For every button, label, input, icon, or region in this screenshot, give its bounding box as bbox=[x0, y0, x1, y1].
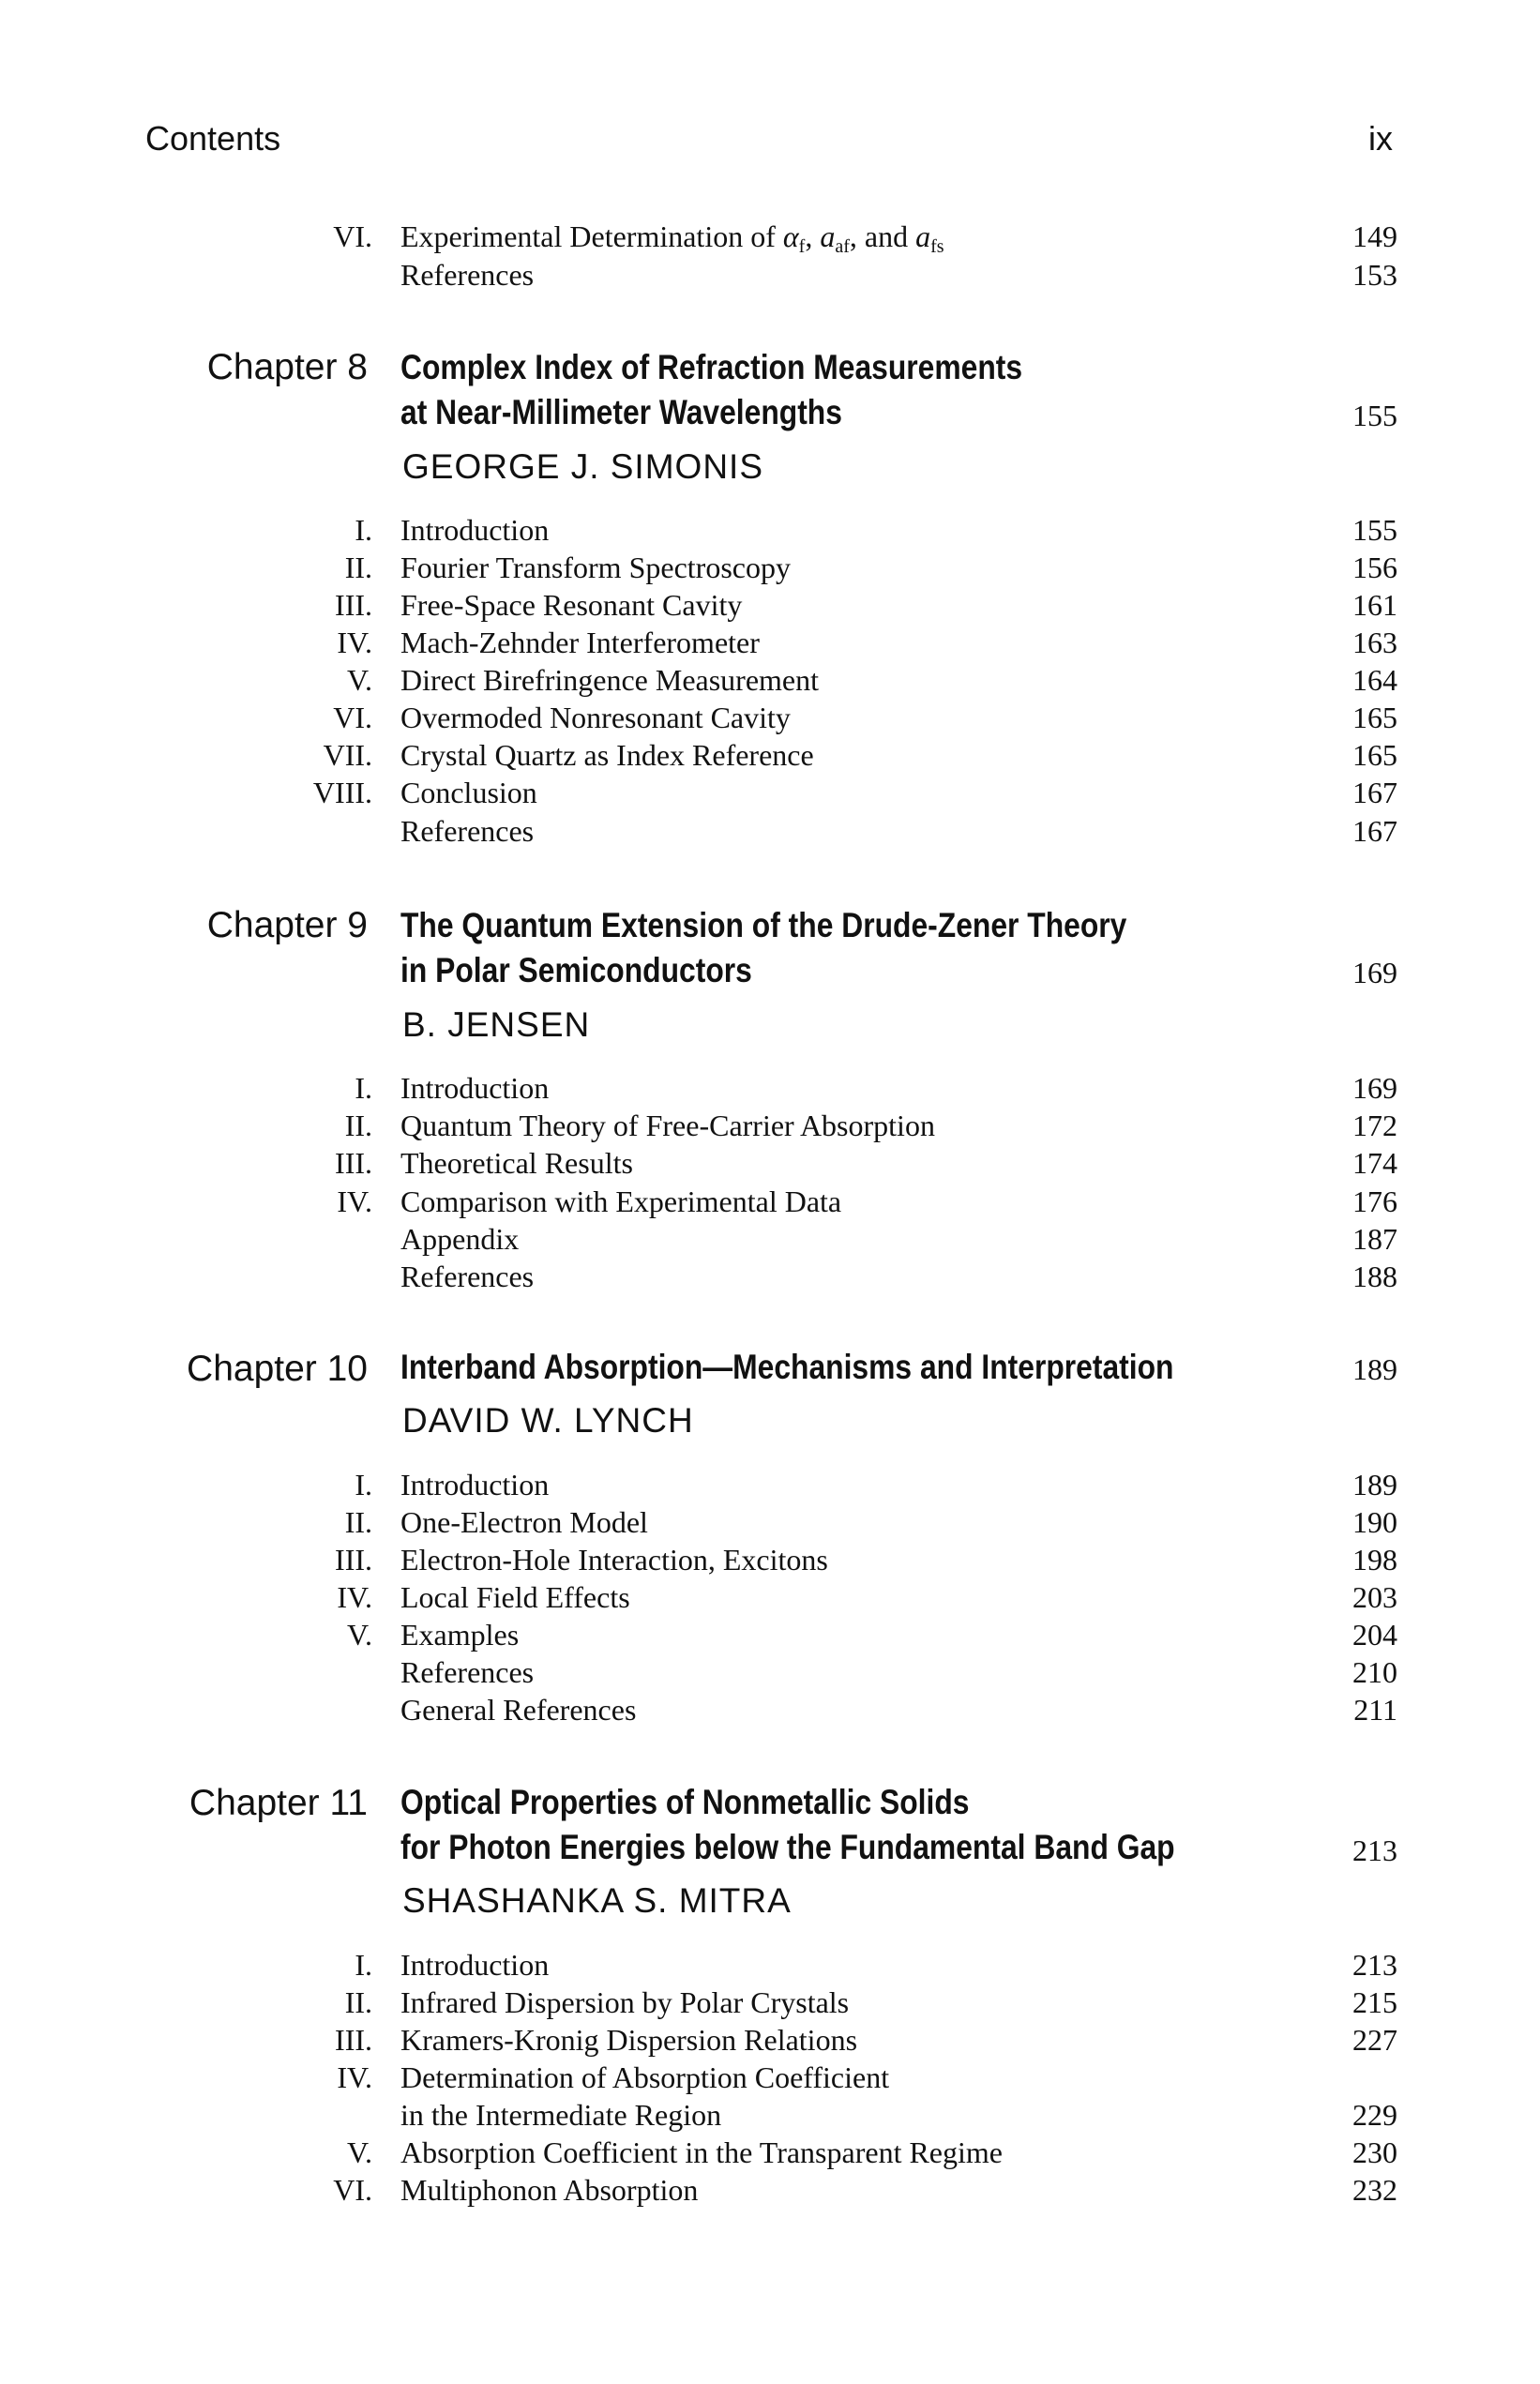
toc-entry[interactable] bbox=[0, 2171, 1540, 2209]
section-page: 172 bbox=[1352, 1109, 1397, 1142]
toc-entry[interactable] bbox=[0, 2021, 1540, 2059]
section-title: Appendix bbox=[400, 1222, 520, 1256]
chapter-author: GEORGE J. SIMONIS bbox=[402, 447, 763, 486]
toc-entry[interactable] bbox=[0, 1220, 1540, 1258]
section-page: 155 bbox=[1352, 513, 1397, 547]
chapter-title-line[interactable]: Interband Absorption—Mechanisms and Interpretation bbox=[400, 1348, 1174, 1386]
section-page: 229 bbox=[1352, 2098, 1397, 2132]
toc-entry[interactable] bbox=[0, 812, 1540, 850]
toc-entry[interactable] bbox=[0, 1069, 1540, 1107]
toc-entry[interactable] bbox=[0, 1691, 1540, 1728]
section-title: Local Field Effects bbox=[400, 1580, 630, 1614]
toc-entry[interactable] bbox=[0, 1183, 1540, 1220]
section-page: 174 bbox=[1352, 1146, 1397, 1180]
section-page: 176 bbox=[1352, 1184, 1397, 1218]
section-page: 204 bbox=[1352, 1618, 1397, 1652]
chapter-author: B. JENSEN bbox=[402, 1005, 591, 1044]
section-title: Electron-Hole Interaction, Excitons bbox=[400, 1543, 828, 1577]
section-page: 153 bbox=[1352, 258, 1397, 292]
running-head-title: Contents bbox=[145, 119, 281, 158]
section-number: V. bbox=[347, 2135, 372, 2169]
section-title: Theoretical Results bbox=[400, 1146, 633, 1180]
toc-entry[interactable] bbox=[0, 1653, 1540, 1691]
section-number: IV. bbox=[337, 1580, 372, 1614]
section-number: II. bbox=[344, 1505, 372, 1539]
chapter-author: DAVID W. LYNCH bbox=[402, 1401, 694, 1440]
section-number: III. bbox=[335, 588, 372, 622]
section-page: 227 bbox=[1352, 2023, 1397, 2057]
section-number: I. bbox=[355, 513, 372, 547]
section-page: 230 bbox=[1352, 2135, 1397, 2169]
section-page: 210 bbox=[1352, 1655, 1397, 1689]
chapter-author: SHASHANKA S. MITRA bbox=[402, 1881, 792, 1920]
section-number: II. bbox=[344, 551, 372, 584]
chapter-label: Chapter 9 bbox=[206, 905, 368, 945]
section-title: Introduction bbox=[400, 1948, 550, 1982]
section-page: 163 bbox=[1352, 626, 1397, 659]
section-number: IV. bbox=[337, 2060, 372, 2094]
chapter-title-line[interactable]: The Quantum Extension of the Drude-Zener Theory bbox=[400, 906, 1127, 944]
chapter-label: Chapter 10 bbox=[187, 1349, 368, 1389]
section-number: III. bbox=[335, 2023, 372, 2057]
running-head bbox=[145, 120, 1393, 158]
chapter-page: 155 bbox=[1352, 399, 1397, 432]
toc-entry[interactable] bbox=[0, 774, 1540, 811]
section-page: 167 bbox=[1352, 814, 1397, 848]
section-number: I. bbox=[355, 1071, 372, 1105]
section-title: References bbox=[400, 258, 535, 292]
toc-entry[interactable] bbox=[0, 1144, 1540, 1182]
section-page: 161 bbox=[1352, 588, 1397, 622]
section-title: Introduction bbox=[400, 1071, 550, 1105]
toc-entry[interactable] bbox=[0, 1258, 1540, 1295]
section-page: 211 bbox=[1353, 1693, 1397, 1727]
chapter-title-line[interactable]: for Photon Energies below the Fundamental Band Gap bbox=[400, 1828, 1175, 1866]
section-title: Infrared Dispersion by Polar Crystals bbox=[400, 1985, 850, 2019]
section-title: Conclusion bbox=[400, 776, 537, 809]
section-page: 188 bbox=[1352, 1260, 1397, 1293]
chapter-title-line[interactable]: in Polar Semiconductors bbox=[400, 951, 752, 989]
section-number: V. bbox=[347, 1618, 372, 1652]
section-page: 198 bbox=[1352, 1543, 1397, 1577]
section-title: Quantum Theory of Free-Carrier Absorption bbox=[400, 1109, 935, 1142]
section-title: Kramers-Kronig Dispersion Relations bbox=[400, 2023, 858, 2057]
chapter-title-line[interactable]: Optical Properties of Nonmetallic Solids bbox=[400, 1783, 970, 1821]
section-page: 232 bbox=[1352, 2173, 1397, 2207]
section-number: V. bbox=[347, 663, 372, 697]
section-number: II. bbox=[344, 1985, 372, 2019]
section-page: 203 bbox=[1352, 1580, 1397, 1614]
section-title: Examples bbox=[400, 1618, 520, 1652]
section-number: III. bbox=[335, 1543, 372, 1577]
toc-entry[interactable] bbox=[0, 624, 1540, 661]
toc-entry[interactable] bbox=[0, 1503, 1540, 1541]
section-page: 187 bbox=[1352, 1222, 1397, 1256]
section-number: VIII. bbox=[312, 776, 372, 809]
section-page: 156 bbox=[1352, 551, 1397, 584]
section-title: Mach-Zehnder Interferometer bbox=[400, 626, 760, 659]
toc-entry[interactable] bbox=[0, 2059, 1540, 2096]
toc-entry[interactable] bbox=[0, 1466, 1540, 1503]
section-title: Comparison with Experimental Data bbox=[400, 1184, 842, 1218]
toc-entry[interactable] bbox=[0, 1107, 1540, 1144]
section-page: 164 bbox=[1352, 663, 1397, 697]
section-title: References bbox=[400, 814, 535, 848]
section-number: IV. bbox=[337, 1184, 372, 1218]
section-title: References bbox=[400, 1655, 535, 1689]
section-page: 167 bbox=[1352, 776, 1397, 809]
toc-entry[interactable] bbox=[0, 661, 1540, 699]
section-title: Introduction bbox=[400, 1468, 550, 1501]
section-number: VI. bbox=[333, 2173, 372, 2207]
section-title: Crystal Quartz as Index Reference bbox=[400, 738, 814, 772]
section-title: Fourier Transform Spectroscopy bbox=[400, 551, 791, 584]
section-title: General References bbox=[400, 1693, 637, 1727]
toc-entry[interactable] bbox=[0, 736, 1540, 774]
toc-entry[interactable] bbox=[0, 1946, 1540, 1984]
toc-entry[interactable] bbox=[0, 586, 1540, 624]
section-title: Free-Space Resonant Cavity bbox=[400, 588, 743, 622]
section-title: Determination of Absorption Coefficient bbox=[400, 2060, 890, 2094]
section-number: I. bbox=[355, 1468, 372, 1501]
chapter-page: 189 bbox=[1352, 1352, 1397, 1386]
chapter-page: 169 bbox=[1352, 956, 1397, 989]
section-page: 189 bbox=[1352, 1468, 1397, 1501]
section-page: 169 bbox=[1352, 1071, 1397, 1105]
section-page: 213 bbox=[1352, 1948, 1397, 1982]
section-title: Multiphonon Absorption bbox=[400, 2173, 699, 2207]
section-page: 215 bbox=[1352, 1985, 1397, 2019]
section-number: III. bbox=[335, 1146, 372, 1180]
section-title: References bbox=[400, 1260, 535, 1293]
page-number: ix bbox=[1368, 119, 1393, 158]
toc-entry[interactable] bbox=[0, 1984, 1540, 2021]
section-number: VII. bbox=[323, 738, 372, 772]
section-title: Overmoded Nonresonant Cavity bbox=[400, 701, 791, 734]
section-number: IV. bbox=[337, 626, 372, 659]
chapter-label: Chapter 8 bbox=[206, 347, 368, 387]
chapter-label: Chapter 11 bbox=[189, 1783, 368, 1823]
chapter-page: 213 bbox=[1352, 1833, 1397, 1867]
toc-entry[interactable] bbox=[0, 699, 1540, 736]
toc-entry[interactable] bbox=[0, 511, 1540, 549]
section-page: 190 bbox=[1352, 1505, 1397, 1539]
section-number: II. bbox=[344, 1109, 372, 1142]
section-title: One-Electron Model bbox=[400, 1505, 648, 1539]
toc-entry[interactable] bbox=[0, 1578, 1540, 1616]
section-title: in the Intermediate Region bbox=[400, 2098, 722, 2132]
toc-entry[interactable] bbox=[0, 2134, 1540, 2171]
toc-entry[interactable] bbox=[0, 256, 1540, 294]
toc-entry[interactable] bbox=[0, 1616, 1540, 1653]
section-number: VI. bbox=[333, 701, 372, 734]
section-page: 165 bbox=[1352, 738, 1397, 772]
section-title: Experimental Determination of $\alpha_f$, $a_{af}$, and $a_{fs}$ bbox=[400, 219, 944, 257]
section-number: VI. bbox=[333, 219, 372, 253]
section-page: 165 bbox=[1352, 701, 1397, 734]
section-title: Introduction bbox=[400, 513, 550, 547]
section-page: 149 bbox=[1352, 219, 1397, 253]
toc-entry[interactable] bbox=[0, 218, 1540, 255]
toc-entry[interactable] bbox=[0, 1541, 1540, 1578]
section-title: Direct Birefringence Measurement bbox=[400, 663, 820, 697]
toc-entry[interactable] bbox=[0, 2096, 1540, 2134]
toc-entry[interactable] bbox=[0, 549, 1540, 586]
section-title: Absorption Coefficient in the Transparent Regime bbox=[400, 2135, 1003, 2169]
chapter-title-line[interactable]: at Near-Millimeter Wavelengths bbox=[400, 393, 842, 431]
chapter-title-line[interactable]: Complex Index of Refraction Measurements bbox=[400, 348, 1023, 386]
section-number: I. bbox=[355, 1948, 372, 1982]
